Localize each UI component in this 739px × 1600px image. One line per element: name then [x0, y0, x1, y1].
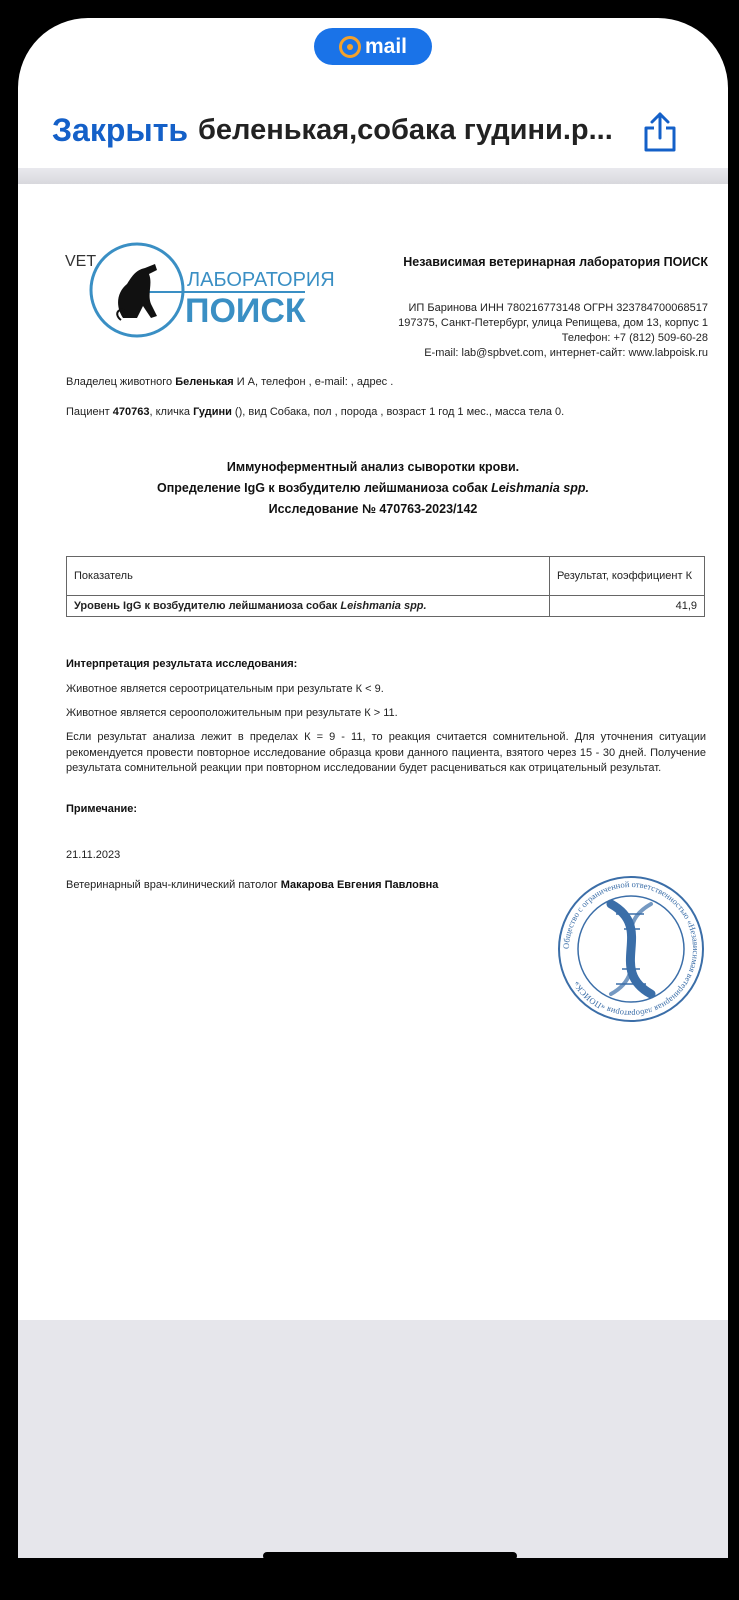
- row-indicator: Уровень IgG к возбудителю лейшманиоза собак Leishmania spp.: [67, 596, 550, 617]
- interpretation-negative: Животное является сероотрицательным при результате К < 9.: [66, 683, 384, 695]
- mail-app-badge: [314, 28, 432, 65]
- owner-name: Беленькая: [175, 376, 234, 388]
- home-indicator[interactable]: [263, 1552, 517, 1560]
- patient-name: Гудини: [193, 406, 232, 418]
- at-icon: [339, 36, 361, 58]
- owner-line: Владелец животного Беленькая И А, телефон , e-mail: , адрес .: [66, 376, 394, 388]
- logo-poisk-text: ПОИСК: [185, 292, 306, 330]
- lab-stamp: [556, 874, 706, 1024]
- table-header-row: [67, 557, 705, 596]
- document-page: [18, 184, 728, 1320]
- lab-registration: ИП Баринова ИНН 780216773148 ОГРН 323784700068517: [408, 302, 708, 314]
- report-date: 21.11.2023: [66, 849, 121, 861]
- lab-details: [398, 301, 708, 361]
- logo-lab-text: ЛАБОРАТОРИЯ: [187, 269, 335, 291]
- lab-address: 197375, Санкт-Петербург, улица Репищева, дом 13, корпус 1: [398, 317, 708, 329]
- study-title-2: Определение IgG к возбудителю лейшманиоза собак Leishmania spp.: [156, 481, 590, 495]
- phone-screen: [18, 18, 728, 1558]
- study-title-1: Иммуноферментный анализ сыворотки крови.: [226, 460, 520, 474]
- interpretation-doubtful: Если результат анализа лежит в пределах К = 9 - 11, то реакция считается сомнительной. Для уточнения ситуации рекомендуется провести повторное исследование образца крови данного пациента, взятого через 15 - 30 дней. Получение результата сомнительной реакции при повторном исследовании будет расцениваться как отрицательный результат.: [66, 731, 706, 774]
- lab-name: Независимая ветеринарная лаборатория ПОИСК: [403, 255, 708, 269]
- badge-label: mail: [364, 34, 408, 58]
- lab-contacts: E-mail: lab@spbvet.com, интернет-сайт: www.labpoisk.ru: [424, 347, 708, 359]
- lab-logo: [65, 240, 335, 338]
- document-title: беленькая,собака гудини.р...: [198, 114, 613, 146]
- table-row: [67, 596, 705, 617]
- patient-line: Пациент 470763, кличка Гудини (), вид Собака, пол , порода , возраст 1 год 1 мес., масса тела 0.: [66, 406, 565, 418]
- header-result: Результат, коэффициент К: [550, 557, 705, 596]
- study-number: Исследование № 470763-2023/142: [268, 502, 478, 516]
- viewer-background: [18, 1320, 728, 1558]
- logo-vet-text: VET: [65, 253, 97, 270]
- lab-phone: Телефон: +7 (812) 509-60-28: [561, 332, 708, 344]
- header-indicator: Показатель: [67, 557, 550, 596]
- row-value: 41,9: [550, 596, 705, 617]
- close-button[interactable]: Закрыть: [52, 112, 189, 148]
- doctor-name: Макарова Евгения Павловна: [280, 879, 439, 891]
- patient-id: 470763: [112, 406, 150, 418]
- results-table: [66, 556, 705, 617]
- interpretation-positive: Животное является серооположительным при результате К > 11.: [66, 707, 398, 719]
- stamp-ring-text: Общество с ограниченной ответственностью «Независимая ветеринарная лаборатория «ПОИСК»: [560, 878, 702, 1020]
- viewer-toolbar: [18, 100, 728, 160]
- note-heading: Примечание:: [66, 803, 138, 815]
- doctor-line: Ветеринарный врач-клинический патолог Макарова Евгения Павловна: [66, 879, 439, 891]
- interpretation-heading: Интерпретация результата исследования:: [66, 658, 298, 670]
- share-icon[interactable]: [640, 110, 680, 154]
- toolbar-separator: [18, 168, 728, 184]
